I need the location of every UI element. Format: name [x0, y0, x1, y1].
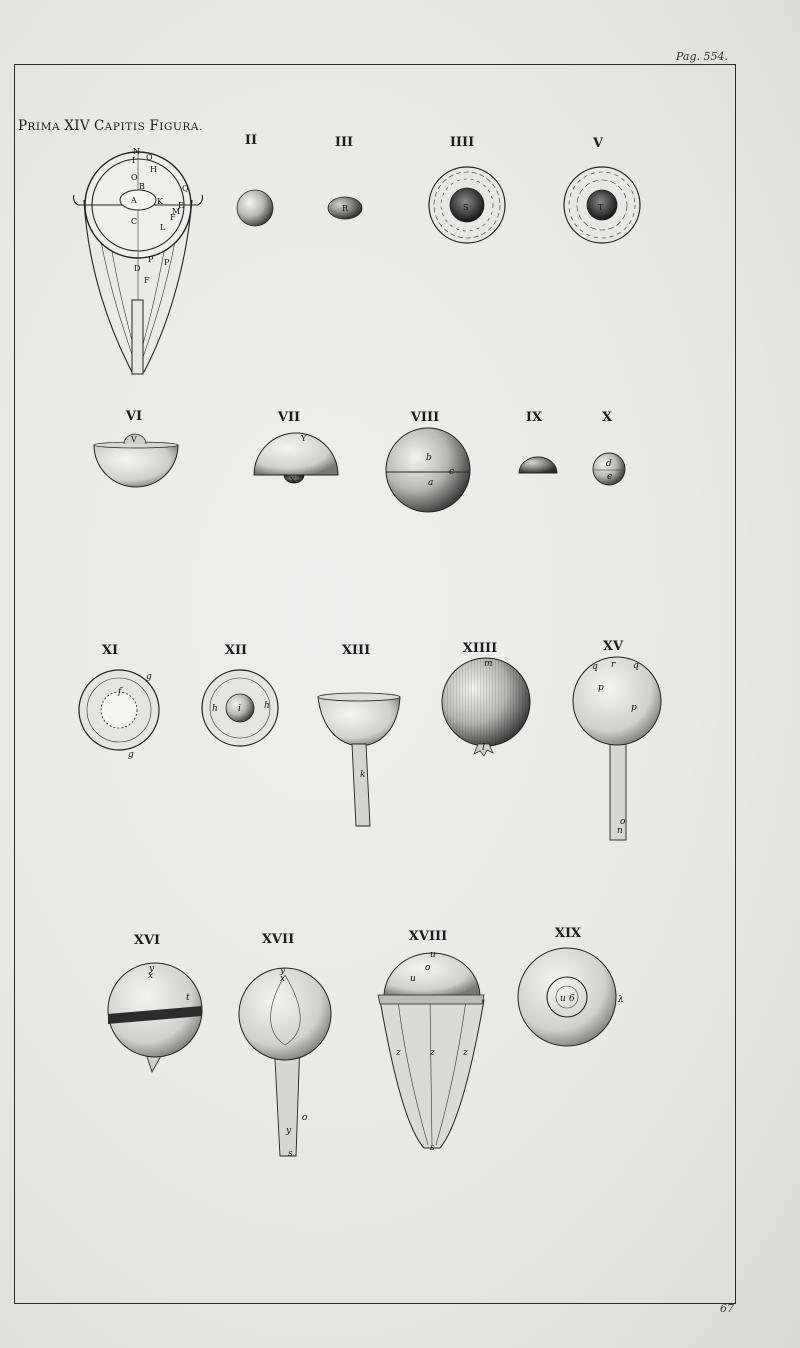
title-roman-numeral: XIV	[64, 118, 90, 134]
folio-number: 67	[720, 1302, 734, 1315]
figure-5-iris-disc	[564, 167, 640, 243]
figure-number: XI	[101, 643, 119, 658]
figure-14-hatched-sphere	[442, 658, 530, 756]
svg-text:C: C	[131, 217, 138, 226]
svg-text:H: H	[150, 165, 157, 174]
svg-text:t: t	[186, 993, 190, 1003]
svg-text:d: d	[606, 459, 612, 469]
svg-text:V: V	[131, 435, 137, 444]
svg-text:l: l	[482, 743, 485, 753]
svg-text:f: f	[118, 687, 122, 697]
figure-number: V	[592, 136, 604, 151]
figure-number: XVI	[133, 933, 161, 948]
svg-text:n: n	[617, 826, 623, 836]
svg-text:m: m	[484, 659, 493, 669]
svg-text:Q: Q	[182, 184, 189, 193]
title-initial: P	[18, 118, 28, 134]
svg-text:O: O	[131, 173, 138, 182]
title-word-capitis: APITIS	[104, 121, 146, 133]
svg-text:D: D	[134, 264, 141, 273]
figure-number: VIII	[410, 410, 440, 425]
svg-text:g: g	[128, 750, 134, 760]
svg-text:h: h	[264, 701, 270, 711]
svg-text:u: u	[560, 994, 566, 1004]
figure-7-hemisphere	[254, 433, 338, 485]
figure-15-sphere-with-stalk	[573, 657, 661, 840]
svg-text:k: k	[360, 770, 366, 780]
svg-text:e: e	[607, 472, 613, 482]
svg-text:o: o	[302, 1113, 308, 1123]
svg-text:s: s	[430, 1143, 435, 1153]
title-initial: C	[94, 118, 105, 134]
svg-text:i: i	[238, 704, 241, 714]
svg-text:o: o	[425, 963, 431, 973]
svg-text:A: A	[131, 196, 137, 205]
figure-10-small-lens	[593, 453, 625, 485]
svg-text:p: p	[598, 683, 604, 693]
title-word-figura: IGURA.	[159, 121, 204, 133]
figure-18-globe-with-muscles	[378, 950, 484, 1153]
svg-text:a: a	[428, 478, 434, 488]
svg-text:y: y	[149, 964, 155, 974]
figure-6-hemisphere	[94, 434, 178, 487]
svg-text:O: O	[146, 153, 153, 162]
svg-text:P: P	[164, 258, 170, 267]
figure-number: III	[334, 135, 354, 150]
svg-text:c: c	[449, 467, 455, 477]
figure-9-small-cap	[519, 457, 557, 473]
figure-number: VII	[277, 410, 301, 425]
svg-text:B: B	[139, 182, 145, 191]
svg-text:F: F	[170, 213, 176, 222]
figure-number: XV	[602, 639, 624, 654]
figure-2-sphere	[237, 190, 273, 226]
svg-text:I: I	[132, 156, 136, 165]
figure-number: IX	[525, 410, 543, 425]
figure-number: XVIII	[408, 929, 448, 944]
svg-text:s: s	[288, 1149, 293, 1159]
svg-text:g: g	[146, 672, 152, 682]
svg-text:z: z	[396, 1048, 401, 1058]
svg-text:r: r	[611, 660, 616, 670]
svg-text:q: q	[592, 662, 598, 672]
svg-text:b: b	[426, 453, 432, 463]
svg-text:o: o	[620, 817, 626, 827]
svg-text:q: q	[633, 661, 639, 671]
figure-number: IIII	[449, 135, 475, 150]
figure-number: XVII	[261, 932, 295, 947]
svg-text:x: x	[280, 974, 286, 984]
svg-text:K: K	[157, 197, 163, 206]
svg-text:L: L	[160, 223, 166, 232]
figure-17-globe-with-vessels	[239, 966, 331, 1159]
figure-12-radiate-disc	[202, 670, 278, 746]
svg-text:R: R	[342, 204, 349, 213]
svg-text:E: E	[178, 201, 184, 210]
svg-text:z: z	[430, 1048, 435, 1058]
svg-text:X: X	[290, 476, 296, 485]
svg-text:S: S	[463, 203, 469, 212]
figure-8-sphere-cut	[386, 428, 470, 512]
title-word-prima: RIMA	[27, 121, 61, 133]
figure-number: XIX	[554, 926, 582, 941]
svg-text:u: u	[410, 974, 416, 984]
figure-number: XIIII	[462, 641, 498, 656]
figure-3-lens	[328, 197, 362, 219]
svg-text:F: F	[144, 276, 150, 285]
svg-text:T: T	[598, 203, 604, 212]
figure-13-cup-with-stalk	[318, 693, 400, 826]
figure-16-banded-globe	[108, 963, 202, 1072]
svg-text:P: P	[148, 255, 154, 264]
figure-11-radiate-disc	[79, 670, 159, 760]
svg-text:6: 6	[569, 994, 575, 1004]
svg-text:Y: Y	[301, 434, 307, 443]
title-initial: F	[149, 118, 160, 134]
figure-19-globe-front	[518, 948, 624, 1046]
figure-number: X	[601, 410, 613, 425]
svg-text:N: N	[133, 147, 140, 156]
figure-number: II	[244, 133, 258, 148]
page-reference: Pag. 554.	[676, 50, 728, 63]
svg-text:z: z	[463, 1048, 468, 1058]
svg-text:h: h	[212, 704, 218, 714]
svg-text:M: M	[172, 207, 181, 216]
svg-text:λ: λ	[618, 995, 624, 1005]
figure-number: XIII	[341, 643, 371, 658]
svg-text:y: y	[280, 966, 286, 976]
figure-number: XII	[224, 643, 248, 658]
svg-text:u: u	[430, 950, 436, 960]
svg-text:y: y	[286, 1126, 292, 1136]
svg-text:x: x	[148, 971, 154, 981]
figure-1-eye-diagram	[74, 147, 203, 374]
figure-4-iris-disc	[429, 167, 505, 243]
figure-number: VI	[125, 409, 143, 424]
svg-text:p: p	[631, 703, 637, 713]
